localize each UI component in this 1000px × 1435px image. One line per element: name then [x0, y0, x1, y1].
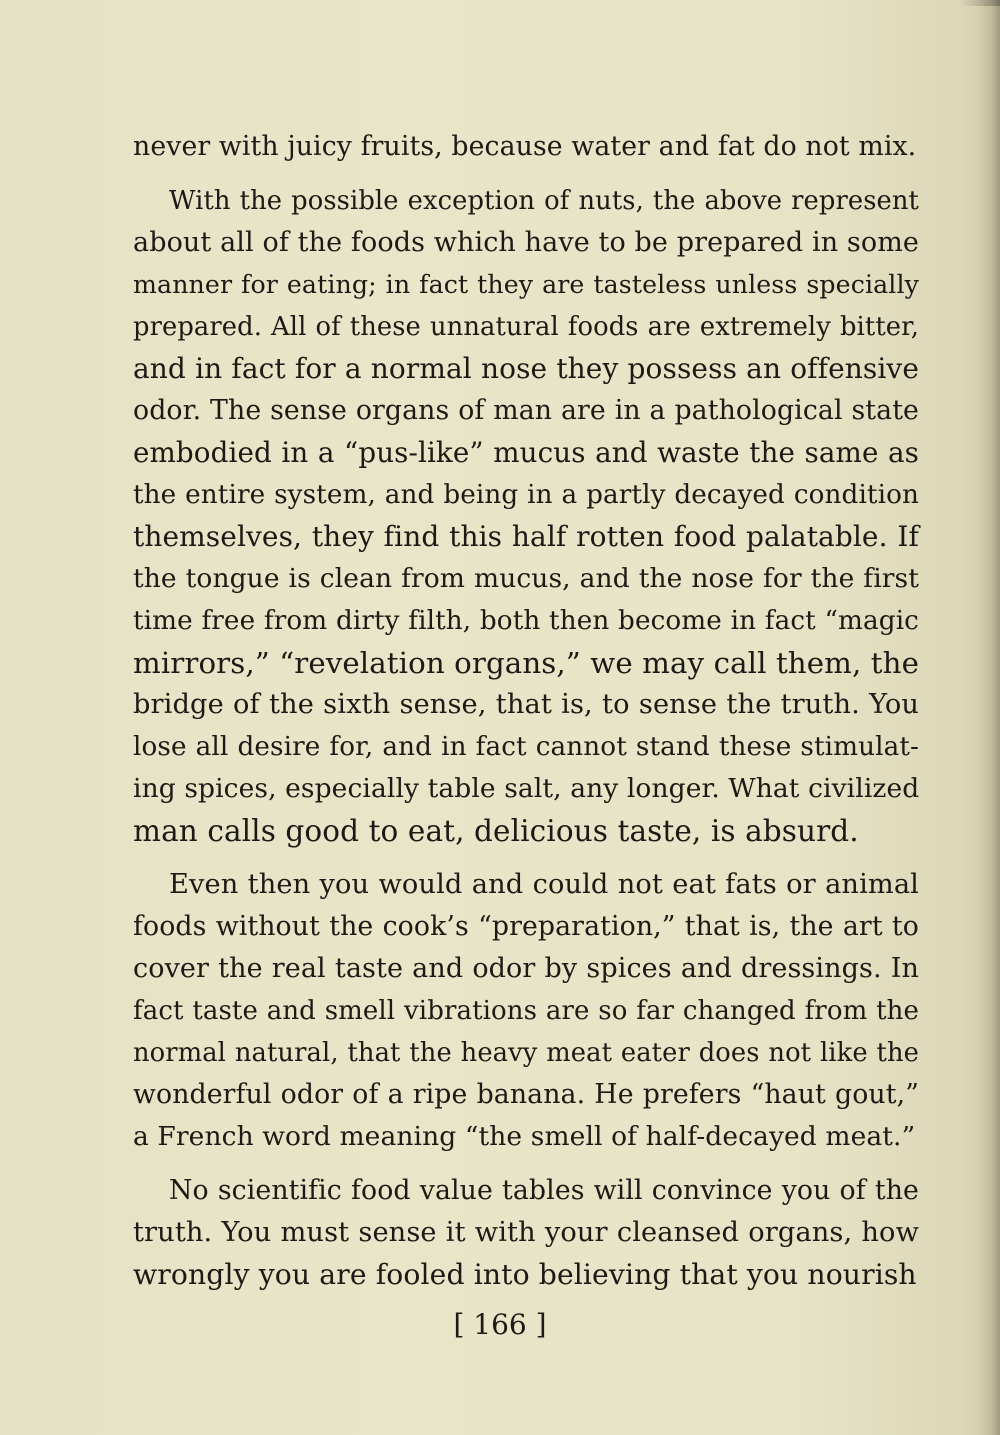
- page-edge-shadow: [978, 0, 1000, 1435]
- text-line: odor. The sense organs of man are in a pathological state: [133, 395, 919, 426]
- text-line: the entire system, and being in a partly decayed condition: [133, 480, 919, 510]
- text-line: the tongue is clean from mucus, and the nose for the first: [133, 563, 919, 594]
- text-line: embodied in a “pus-like” mucus and waste the same as: [133, 436, 919, 469]
- text-line: mirrors,” “revelation organs,” we may call them, the: [133, 646, 919, 680]
- text-line: lose all desire for, and in fact cannot stand these stimulat-: [133, 732, 919, 762]
- text-line: time free from dirty filth, both then become in fact “magic: [133, 606, 919, 636]
- page-number: [ 166 ]: [453, 1308, 547, 1341]
- text-line: prepared. All of these unnatural foods are extremely bitter,: [133, 312, 919, 342]
- text-line: With the possible exception of nuts, the above represent: [169, 186, 919, 216]
- text-line: man calls good to eat, delicious taste, is absurd.: [133, 814, 859, 848]
- text-line: foods without the cook’s “preparation,” that is, the art to: [133, 911, 919, 942]
- text-line: bridge of the sixth sense, that is, to sense the truth. You: [133, 689, 919, 720]
- text-line: fact taste and smell vibrations are so far changed from the: [133, 996, 919, 1026]
- text-line: cover the real taste and odor by spices and dressings. In: [133, 953, 919, 984]
- paragraph: [133, 1170, 919, 1296]
- text-line: wrongly you are fooled into believing that you nourish: [133, 1258, 917, 1291]
- text-line: ing spices, especially table salt, any longer. What civilized: [133, 773, 920, 804]
- scan-corner-mark: [960, 0, 1000, 6]
- text-line: themselves, they find this half rotten food palatable. If: [133, 520, 919, 553]
- paragraph: [133, 126, 919, 168]
- text-line: a French word meaning “the smell of half-decayed meat.”: [133, 1121, 916, 1152]
- text-line: Even then you would and could not eat fats or animal: [169, 869, 919, 900]
- text-line: normal natural, that the heavy meat eater does not like the: [133, 1038, 919, 1068]
- text-line: never with juicy fruits, because water and fat do not mix.: [133, 131, 917, 162]
- text-line: about all of the foods which have to be prepared in some: [133, 227, 919, 258]
- paragraph: [133, 180, 919, 852]
- text-line: wonderful odor of a ripe banana. He prefers “haut gout,”: [133, 1079, 919, 1110]
- body-text: [133, 126, 919, 1308]
- paragraph: [133, 864, 919, 1158]
- text-line: truth. You must sense it with your cleansed organs, how: [133, 1217, 919, 1248]
- text-line: No scientific food value tables will convince you of the: [169, 1175, 919, 1206]
- text-line: manner for eating; in fact they are tasteless unless specially: [133, 270, 919, 299]
- text-line: and in fact for a normal nose they possess an offensive: [133, 352, 919, 385]
